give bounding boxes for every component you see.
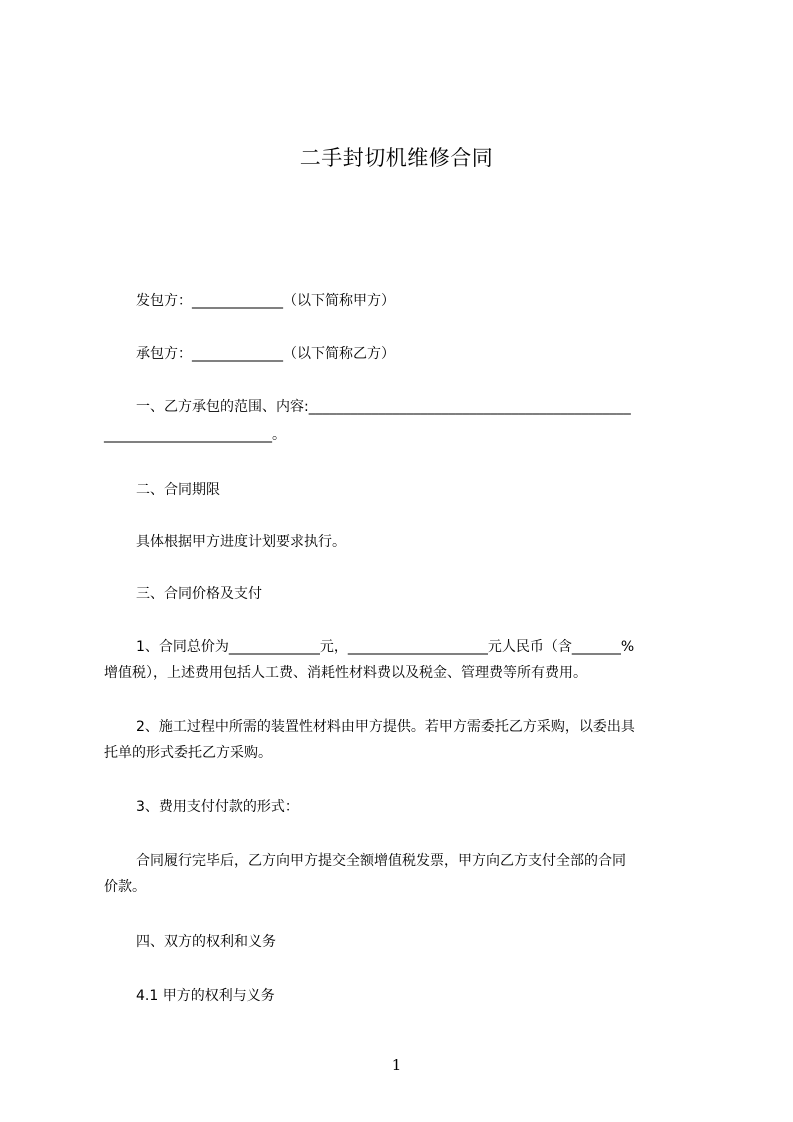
section2-body: 具体根据甲方进度计划要求执行。 — [136, 534, 346, 550]
clause2-line2: 托单的形式委托乙方采购。 — [104, 745, 272, 761]
section3-heading: 三、合同价格及支付 — [136, 586, 262, 602]
page-number: 1 — [391, 1056, 402, 1074]
clause3-line2: 价款。 — [104, 879, 146, 895]
section1-line2: ________________________。 — [104, 427, 286, 443]
clause3-line1: 合同履行完毕后，乙方向甲方提交全额增值税发票，甲方向乙方支付全部的合同 — [136, 853, 626, 869]
party-b-line: 承包方：_____________（以下简称乙方） — [136, 346, 395, 362]
document-title: 二手封切机维修合同 — [299, 146, 494, 170]
clause3-heading: 3、费用支付付款的形式： — [136, 799, 299, 815]
clause1-line2: 增值税），上述费用包括人工费、消耗性材料费以及税金、管理费等所有费用。 — [104, 665, 587, 681]
section4-1-heading: 4.1 甲方的权利与义务 — [136, 988, 275, 1004]
section4-heading: 四、双方的权利和义务 — [136, 934, 276, 950]
section1-line1: 一、乙方承包的范围、内容:______________________________________________ — [136, 399, 631, 415]
section2-heading: 二、合同期限 — [136, 482, 220, 498]
clause1-line1: 1、合同总价为_____________元，____________________元人民币（含_______% — [136, 639, 635, 655]
party-a-line: 发包方：_____________（以下简称甲方） — [136, 293, 395, 309]
clause2-line1: 2、施工过程中所需的装置性材料由甲方提供。若甲方需委托乙方采购，以委出具 — [136, 719, 635, 735]
